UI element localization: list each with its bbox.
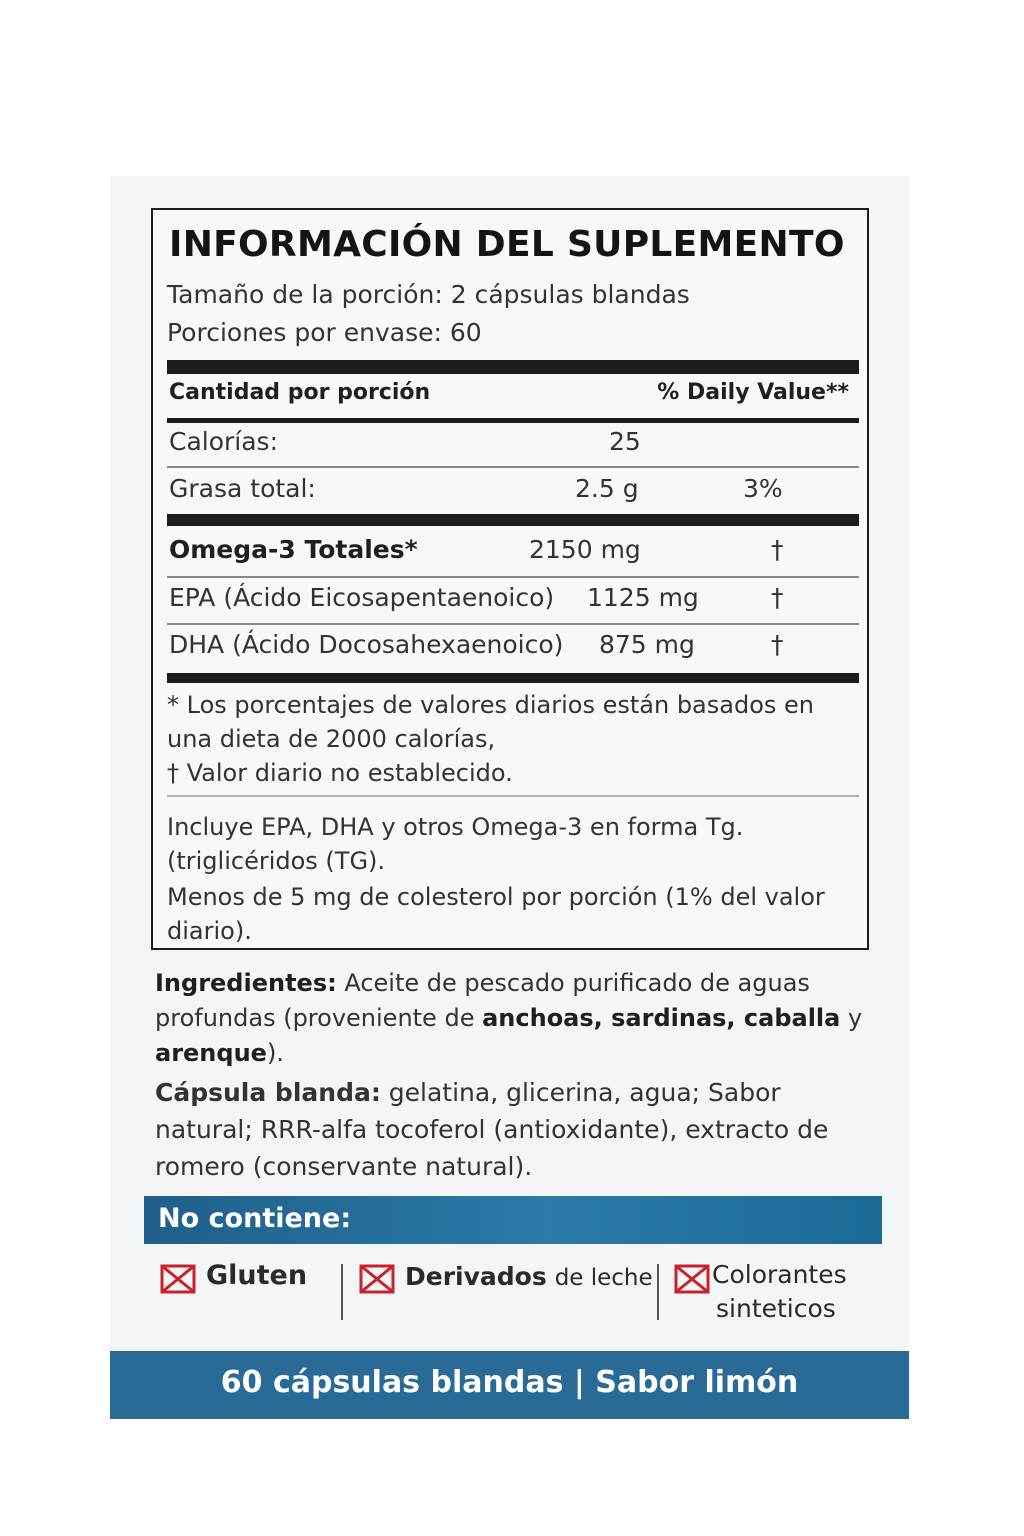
free-from-item (160, 1260, 340, 1320)
supplement-facts-table (151, 208, 869, 950)
free-from-item-rest: de leche (554, 1265, 653, 1291)
footnote-daily-values: * Los porcentajes de valores diarios están basados en una dieta de 2000 calorías, (167, 691, 815, 753)
free-from-item (359, 1260, 653, 1320)
thick-divider (167, 360, 859, 374)
crossed-box-icon (160, 1264, 196, 1294)
row-name: Omega-3 Totales* (169, 535, 418, 564)
row-divider (167, 466, 859, 468)
ingredients-species: anchoas, sardinas, caballa (482, 1004, 841, 1032)
section-divider (167, 795, 859, 797)
ingredients-species-last: arenque (155, 1039, 267, 1067)
flavor-bar-text: 60 cápsulas blandas | Sabor limón (220, 1365, 799, 1400)
row-daily-value: 3% (743, 474, 783, 503)
medium-divider (167, 418, 859, 423)
item-separator (341, 1264, 343, 1320)
ingredients-text: ). (266, 1039, 284, 1067)
header-daily-value: % Daily Value** (657, 380, 849, 405)
table-row (167, 630, 859, 674)
row-divider (167, 623, 859, 625)
free-from-item (674, 1260, 864, 1323)
row-divider (167, 576, 859, 578)
note-cholesterol: Menos de 5 mg de colesterol por porción (1% del valor diario). (167, 883, 825, 945)
note-triglycerides: Incluye EPA, DHA y otros Omega-3 en forma Tg. (triglicéridos (TG). (167, 813, 744, 875)
capsule-paragraph (155, 1074, 865, 1185)
table-row (167, 427, 859, 471)
free-from-item-label: Derivados (405, 1262, 547, 1291)
capsule-label: Cápsula blanda: (155, 1078, 381, 1107)
row-daily-value: † (771, 583, 784, 612)
row-amount: 875 mg (599, 630, 695, 659)
footnote-not-established: † Valor diario no establecido. (167, 759, 513, 787)
crossed-box-icon (359, 1264, 395, 1294)
item-separator (657, 1264, 659, 1320)
ingredients-text: y (840, 1004, 863, 1032)
free-from-band (144, 1196, 882, 1244)
row-name: Calorías: (169, 427, 279, 456)
thick-divider (167, 673, 859, 683)
free-from-item-label: Gluten (206, 1260, 308, 1291)
crossed-box-icon (674, 1264, 710, 1294)
flavor-bar (110, 1351, 909, 1419)
ingredients-text: Aceite de pescado purificado de aguas profundas (proveniente de (155, 969, 810, 1032)
table-row (167, 474, 859, 518)
table-row (167, 583, 859, 627)
row-daily-value: † (771, 535, 784, 564)
header-amount: Cantidad por porción (169, 380, 431, 405)
free-from-item-rest: sinteticos (716, 1294, 836, 1323)
row-daily-value: † (771, 630, 784, 659)
row-name: EPA (Ácido Eicosapentaenoico) (169, 583, 555, 612)
product-panel (110, 176, 909, 1419)
ingredients-paragraph (155, 966, 865, 1071)
capsule-text: gelatina, glicerina, agua; Sabor natural; RRR-alfa tocoferol (antioxidante), extracto de romero (conservante natural). (155, 1078, 829, 1181)
servings-per-container: Porciones por envase: 60 (167, 318, 482, 347)
row-amount: 25 (609, 427, 641, 456)
row-name: Grasa total: (169, 474, 316, 503)
row-amount: 2150 mg (529, 535, 641, 564)
thick-divider (167, 514, 859, 526)
row-name: DHA (Ácido Docosahexaenoico) (169, 630, 564, 659)
row-amount: 1125 mg (587, 583, 699, 612)
free-from-item-label: Colorantes (712, 1260, 847, 1289)
table-row (167, 535, 859, 579)
free-from-title: No contiene: (158, 1203, 352, 1234)
row-amount: 2.5 g (575, 474, 639, 503)
facts-title: INFORMACIÓN DEL SUPLEMENTO (169, 224, 845, 265)
ingredients-label: Ingredientes: (155, 969, 337, 997)
serving-size: Tamaño de la porción: 2 cápsulas blandas (167, 280, 690, 309)
